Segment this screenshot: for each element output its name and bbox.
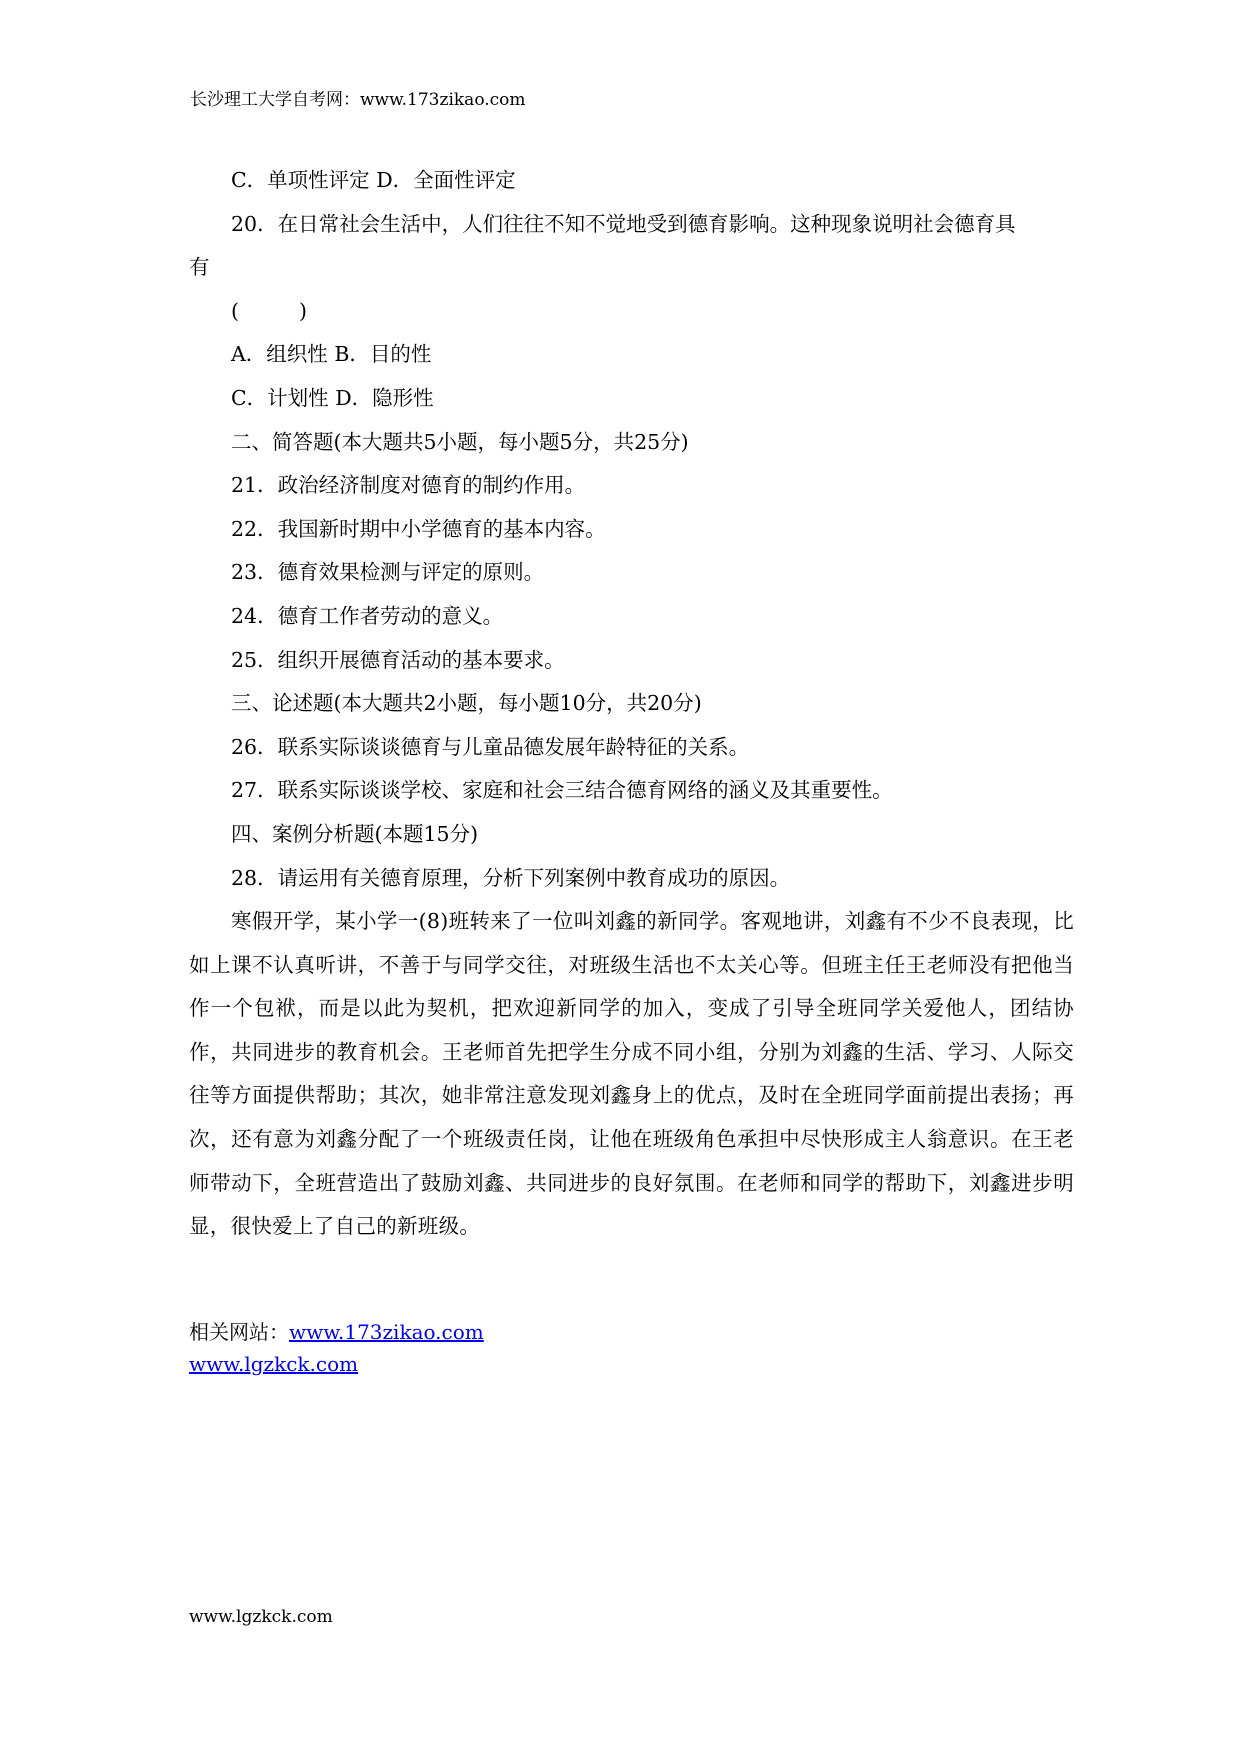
case-paragraph: 寒假开学，某小学一(8)班转来了一位叫刘鑫的新同学。客观地讲，刘鑫有不少不良表现，比如上课不认真听讲，不善于与同学交往，对班级生活也不太关心等。但班主任王老师没有把他当作一个包袱，而是以此为契机，把欢迎新同学的加入，变成了引导全班同学关爱他人，团结协作，共同进步的教育机会。王老师首先把学生分成不同小组，分别为刘鑫的生活、学习、人际交往等方面提供帮助；其次，她非常注意发现刘鑫身上的优点，及时在全班同学面前提出表扬；再次，还有意为刘鑫分配了一个班级责任岗，让他在班级角色承担中尽快形成主人翁意识。在王老师带动下，全班营造出了鼓励刘鑫、共同进步的良好氛围。在老师和同学的帮助下，刘鑫进步明显，很快爱上了自己的新班级。 xyxy=(189,909,1074,1239)
page-header: 长沙理工大学自考网：www.173zikao.com xyxy=(190,90,526,110)
question-item: 21．政治经济制度对德育的制约作用。 xyxy=(231,473,586,498)
question-20-line1: 20．在日常社会生活中，人们往往不知不觉地受到德育影响。这种现象说明社会德育具 xyxy=(231,211,1016,236)
question-item: 28．请运用有关德育原理，分析下列案例中教育成功的原因。 xyxy=(231,865,791,890)
section-heading: 四、案例分析题(本题15分) xyxy=(231,821,479,846)
option-line: C．计划性 D．隐形性 xyxy=(231,385,434,410)
related-label: 相关网站： xyxy=(189,1320,289,1344)
related-line xyxy=(189,1348,484,1380)
section-heading: 三、论述题(本大题共2小题，每小题10分，共20分) xyxy=(231,691,702,716)
question-item: 23．德育效果检测与评定的原则。 xyxy=(231,560,545,585)
question-item: 22．我国新时期中小学德育的基本内容。 xyxy=(231,516,606,541)
question-item: 27．联系实际谈谈学校、家庭和社会三结合德育网络的涵义及其重要性。 xyxy=(231,778,893,803)
option-line: C．单项性评定 D．全面性评定 xyxy=(231,168,516,192)
option-line: A．组织性 B．目的性 xyxy=(231,342,432,367)
question-item: 24．德育工作者劳动的意义。 xyxy=(231,603,504,628)
related-sites xyxy=(189,1316,484,1380)
related-link-lgzkck[interactable]: www.lgzkck.com xyxy=(189,1352,359,1376)
related-link-173zikao[interactable]: www.173zikao.com xyxy=(289,1320,484,1344)
answer-blank xyxy=(189,290,1074,334)
document-body xyxy=(189,159,1074,1249)
open-paren: ( xyxy=(231,298,239,323)
question-item: 25．组织开展德育活动的基本要求。 xyxy=(231,647,565,672)
related-line xyxy=(189,1316,484,1348)
question-item: 26．联系实际谈谈德育与儿童品德发展年龄特征的关系。 xyxy=(231,734,750,759)
question-20-line2: 有 xyxy=(189,255,210,280)
section-heading: 二、简答题(本大题共5小题，每小题5分，共25分) xyxy=(231,429,689,454)
close-paren: ) xyxy=(299,298,307,323)
page-footer: www.lgzkck.com xyxy=(189,1607,333,1627)
